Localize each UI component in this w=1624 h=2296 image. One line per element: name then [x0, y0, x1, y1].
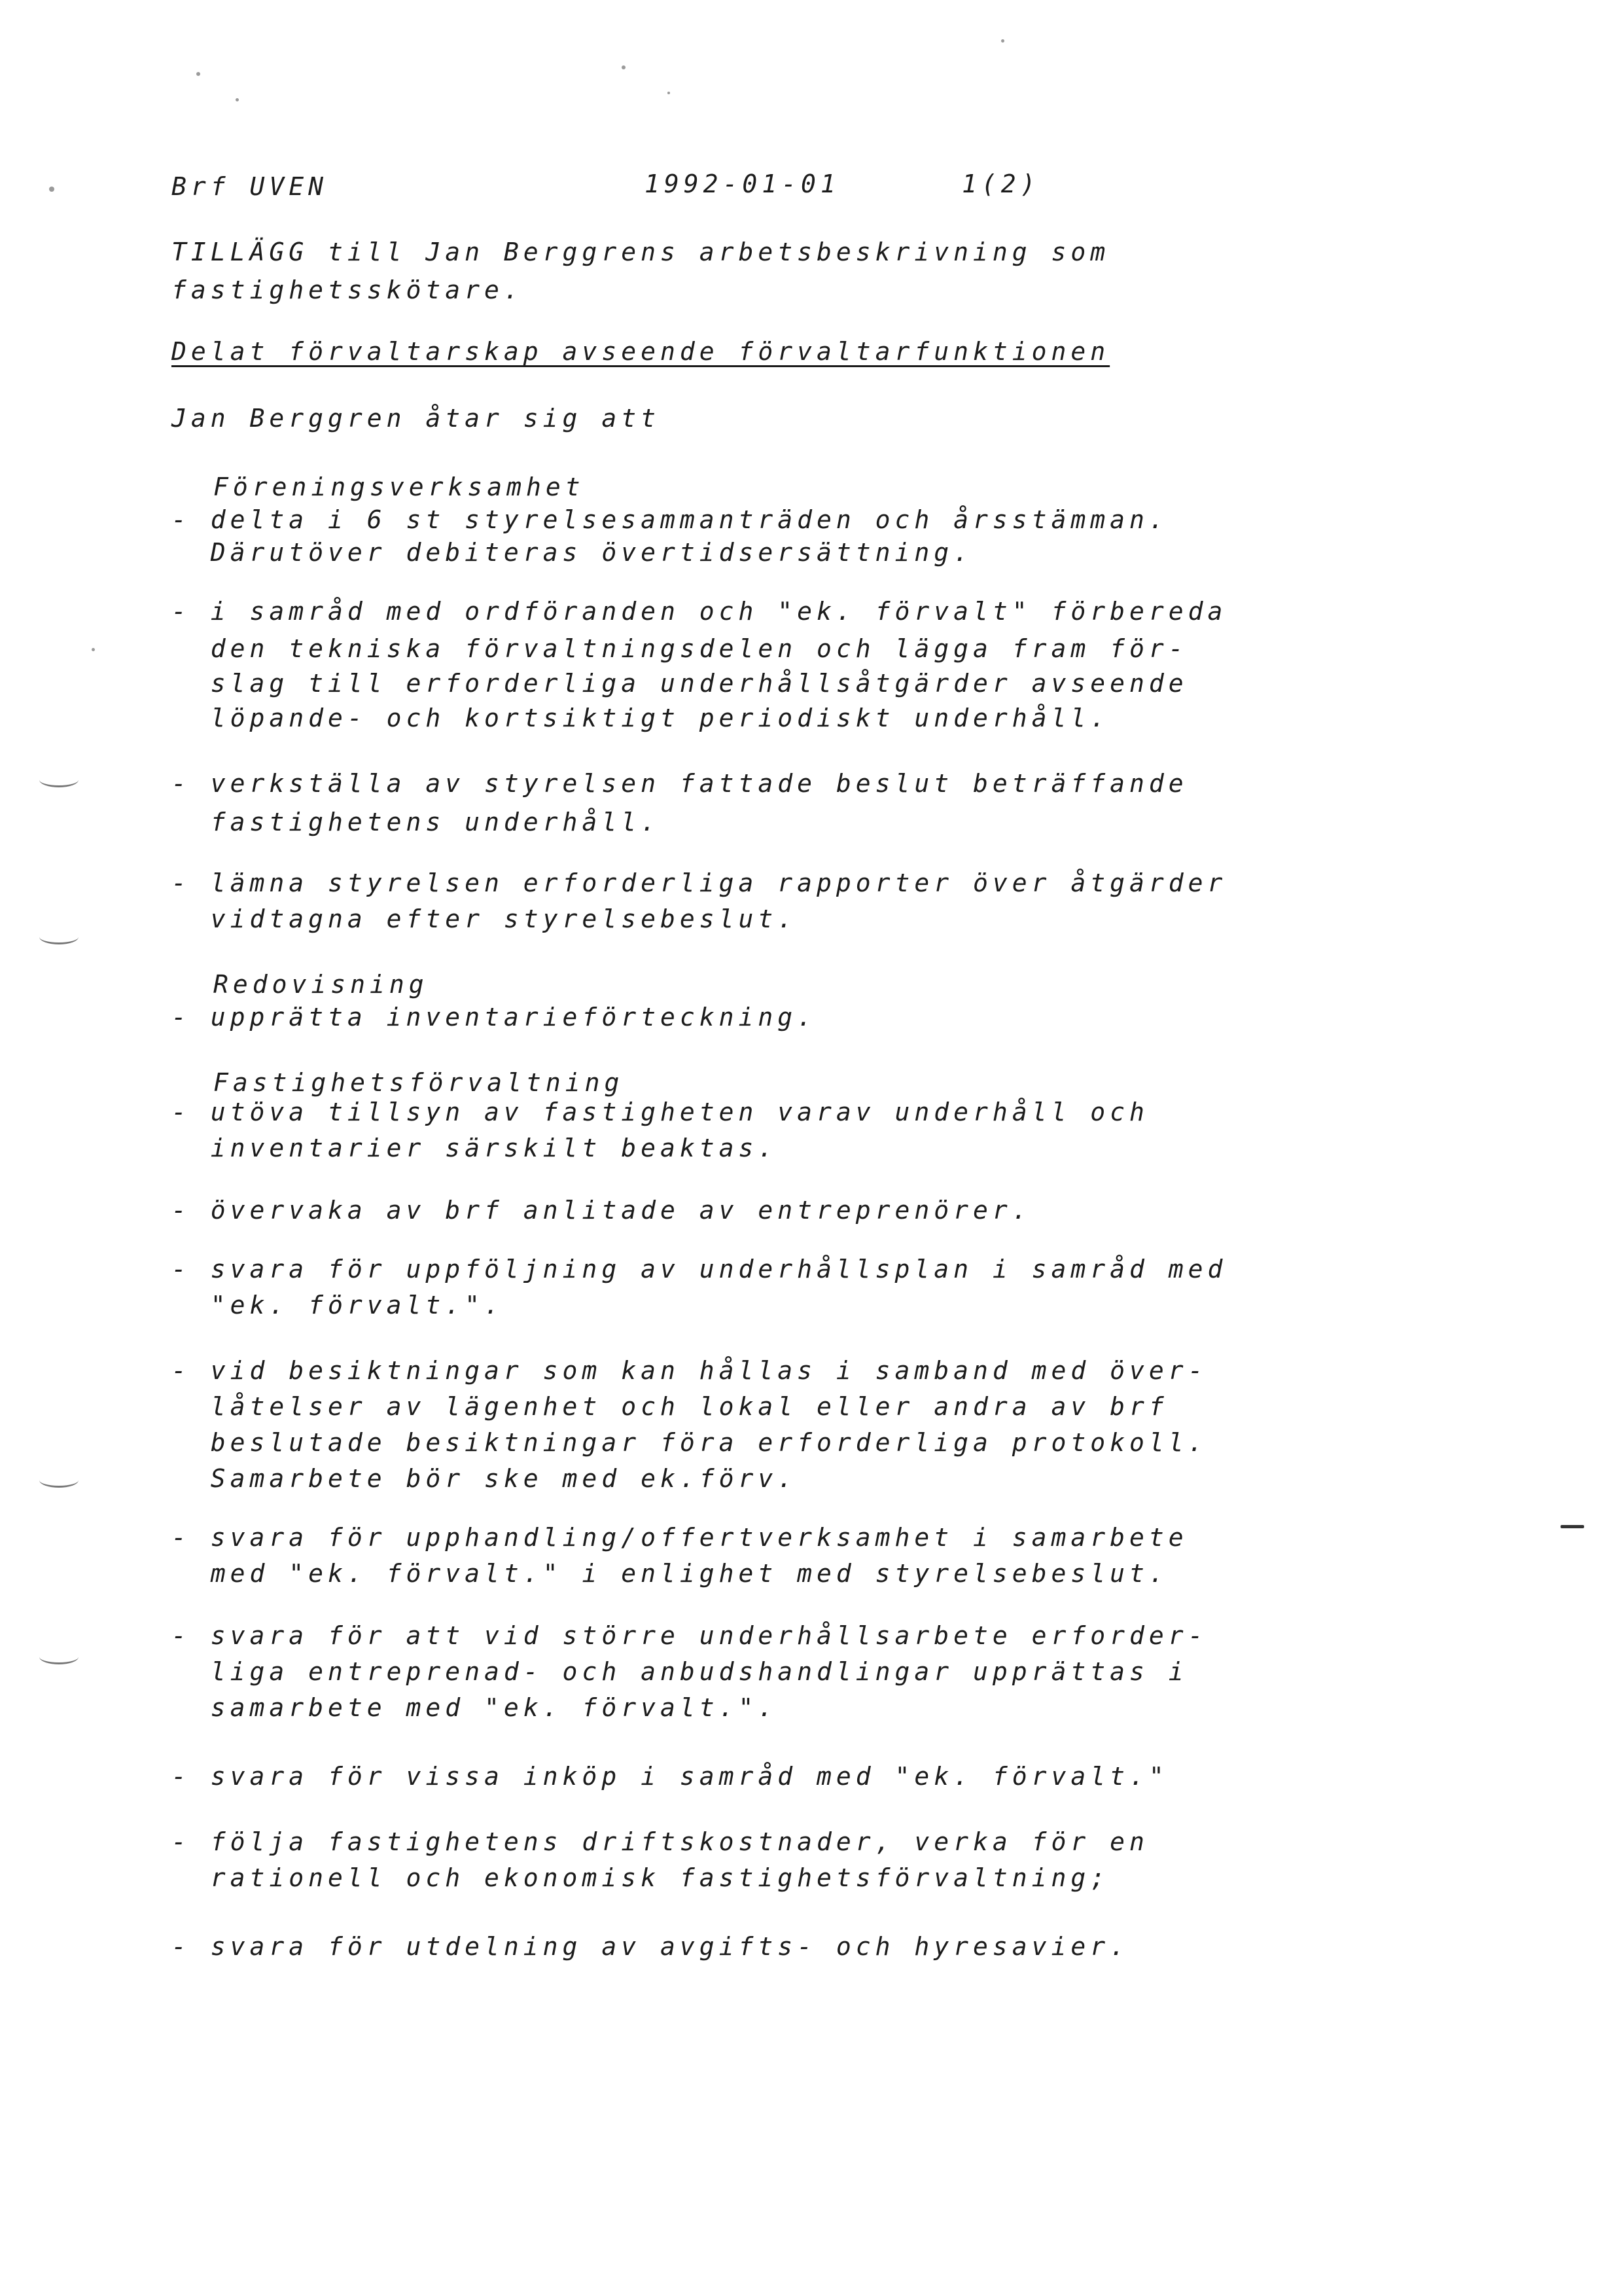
list-item-line: - utöva tillsyn av fastigheten varav underhåll och	[171, 1098, 1149, 1126]
section-heading: Föreningsverksamhet	[213, 473, 585, 501]
list-item-line: - svara för upphandling/offertverksamhet i samarbete	[171, 1523, 1188, 1552]
scan-speck	[667, 92, 670, 94]
scan-speck	[196, 72, 200, 76]
list-item-line: - svara för uppföljning av underhållsplan i samråd med	[171, 1255, 1227, 1283]
list-item-line: - delta i 6 st styrelsesammanträden och årsstämman.	[171, 505, 1169, 534]
scan-speck	[92, 648, 95, 651]
list-item-line: låtelser av lägenhet och lokal eller andra av brf	[171, 1392, 1169, 1421]
list-item-line: den tekniska förvaltningsdelen och lägga fram för-	[171, 634, 1188, 663]
list-item-line: inventarier särskilt beaktas.	[171, 1134, 778, 1162]
title-line-2: fastighetsskötare.	[171, 276, 523, 304]
list-item-line: - svara för vissa inköp i samråd med "ek. förvalt."	[171, 1762, 1169, 1791]
list-item-line: - svara för att vid större underhållsarbete erforder-	[171, 1621, 1208, 1650]
list-item-line: - lämna styrelsen erforderliga rapporter över åtgärder	[171, 869, 1227, 897]
binder-hole-mark	[39, 1473, 79, 1488]
list-item-line: beslutade besiktningar föra erforderliga protokoll.	[171, 1428, 1208, 1457]
list-item-line: vidtagna efter styrelsebeslut.	[171, 905, 798, 933]
list-item-line: Samarbete bör ske med ek.förv.	[171, 1464, 798, 1493]
scan-speck	[49, 187, 54, 192]
list-item-line: - övervaka av brf anlitade av entreprenörer.	[171, 1196, 1032, 1225]
list-item-line: "ek. förvalt.".	[171, 1291, 504, 1319]
scan-speck	[622, 65, 626, 69]
list-item-line: - i samråd med ordföranden och "ek. förvalt" förbereda	[171, 597, 1227, 626]
list-item-line: samarbete med "ek. förvalt.".	[171, 1693, 778, 1722]
intro-line: Jan Berggren åtar sig att	[171, 404, 660, 433]
scan-speck	[236, 98, 239, 101]
list-item-line: slag till erforderliga underhållsåtgärder avseende	[171, 669, 1188, 698]
header-date: 1992-01-01	[644, 170, 840, 198]
section-heading: Fastighetsförvaltning	[213, 1068, 624, 1097]
scan-speck	[1001, 39, 1004, 43]
list-item-line: - upprätta inventarieförteckning.	[171, 1003, 817, 1031]
header-page-number: 1(2)	[962, 170, 1040, 198]
list-item-line: - svara för utdelning av avgifts- och hyresavier.	[171, 1932, 1130, 1961]
list-item-line: fastighetens underhåll.	[171, 808, 660, 836]
list-item-line: Därutöver debiteras övertidsersättning.	[171, 538, 973, 567]
binder-hole-mark	[39, 772, 79, 787]
section-heading: Redovisning	[213, 970, 429, 999]
list-item-line: rationell och ekonomisk fastighetsförvaltning;	[171, 1863, 1110, 1892]
list-item-line: löpande- och kortsiktigt periodiskt underhåll.	[171, 704, 1110, 732]
binder-hole-mark	[39, 929, 79, 944]
subtitle: Delat förvaltarskap avseende förvaltarfunktionen	[171, 337, 1110, 366]
list-item-line: med "ek. förvalt." i enlighet med styrelsebeslut.	[171, 1559, 1169, 1588]
list-item-line: - följa fastighetens driftskostnader, verka för en	[171, 1827, 1149, 1856]
binder-hole-mark	[39, 1649, 79, 1664]
header-org: Brf UVEN	[171, 172, 328, 201]
list-item-line: liga entreprenad- och anbudshandlingar upprättas i	[171, 1657, 1188, 1686]
title-line-1: TILLÄGG till Jan Berggrens arbetsbeskrivning som	[171, 238, 1110, 266]
list-item-line: - vid besiktningar som kan hållas i samband med över-	[171, 1356, 1208, 1385]
scan-dash	[1561, 1525, 1584, 1528]
list-item-line: - verkställa av styrelsen fattade beslut beträffande	[171, 769, 1188, 798]
